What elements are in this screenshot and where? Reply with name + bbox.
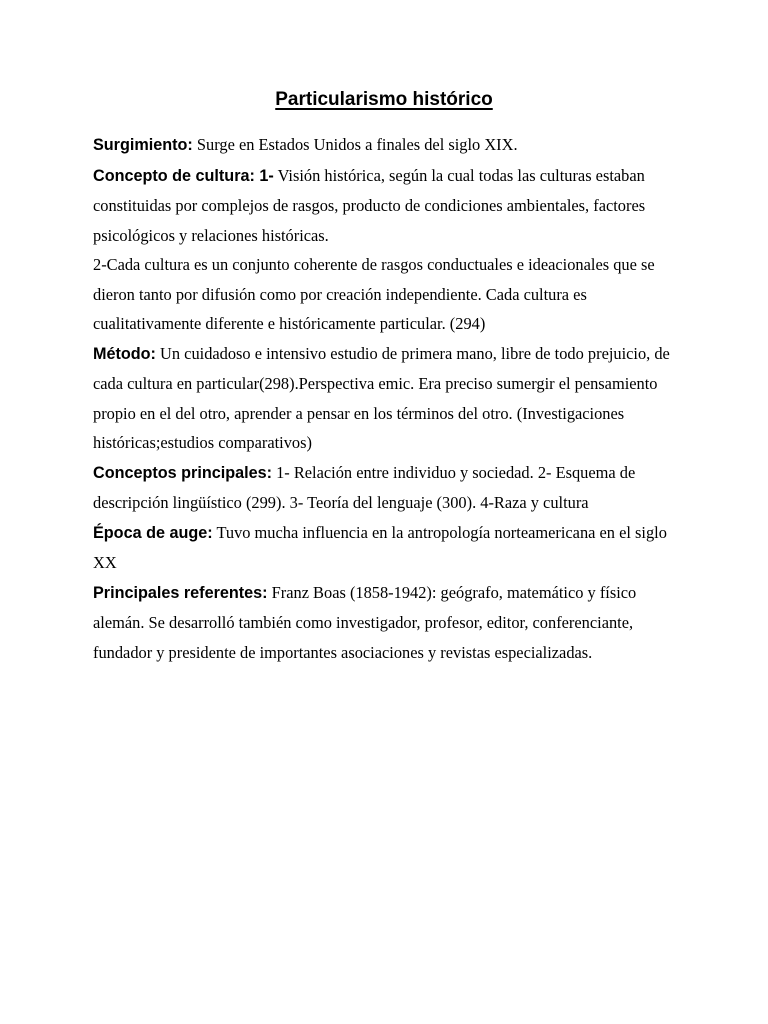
section-principales-referentes [93,578,683,668]
section-concepto-de-cultura [93,161,683,251]
document-title [0,87,768,113]
section-text: Visión histórica, según la cual todas las culturas estaban constituidas por complejos de rasgos, producto de condiciones ambientales, factores psicológicos y relaciones históricas. [93,165,646,245]
section-label: Época de auge: [93,523,213,542]
document-title-text: Particularismo histórico [275,89,493,110]
section-metodo [93,339,683,458]
section-label: Principales referentes: [93,583,268,602]
section-label: Concepto de cultura: 1- [93,166,274,185]
section-concepto-de-cultura-2 [93,250,683,339]
section-surgimiento [93,130,683,161]
section-text: Franz Boas (1858-1942): geógrafo, matemático y físico alemán. Se desarrolló también como investigador, profesor, editor, conferenciante, fundador y presidente de importantes asociaciones y revistas especializadas. [93,582,637,662]
section-text: 2-Cada cultura es un conjunto coherente de rasgos conductuales e ideacionales que se dieron tanto por difusión como por creación independiente. Cada cultura es cualitativamente diferente e históricamente particular. (294) [93,255,655,333]
section-conceptos-principales [93,458,683,518]
section-text: Un cuidadoso e intensivo estudio de primera mano, libre de todo prejuicio, de cada cultura en particular(298).Perspectiva emic. Era preciso sumergir el pensamiento propio en el del otro, aprender a pensar en los términos del otro. (Investigaciones históricas;estudios comparativos) [93,343,670,452]
section-label: Método: [93,344,156,363]
document-body [93,130,683,667]
section-text: Tuvo mucha influencia en la antropología norteamericana en el siglo XX [93,522,667,572]
section-text: 1- Relación entre individuo y sociedad. 2- Esquema de descripción lingüístico (299). 3- Teoría del lenguaje (300). 4-Raza y cultura [93,462,636,512]
section-epoca-de-auge [93,518,683,578]
section-text: Surge en Estados Unidos a finales del siglo XIX. [192,135,518,154]
section-label: Surgimiento: [93,136,193,154]
section-label: Conceptos principales: [93,463,272,482]
